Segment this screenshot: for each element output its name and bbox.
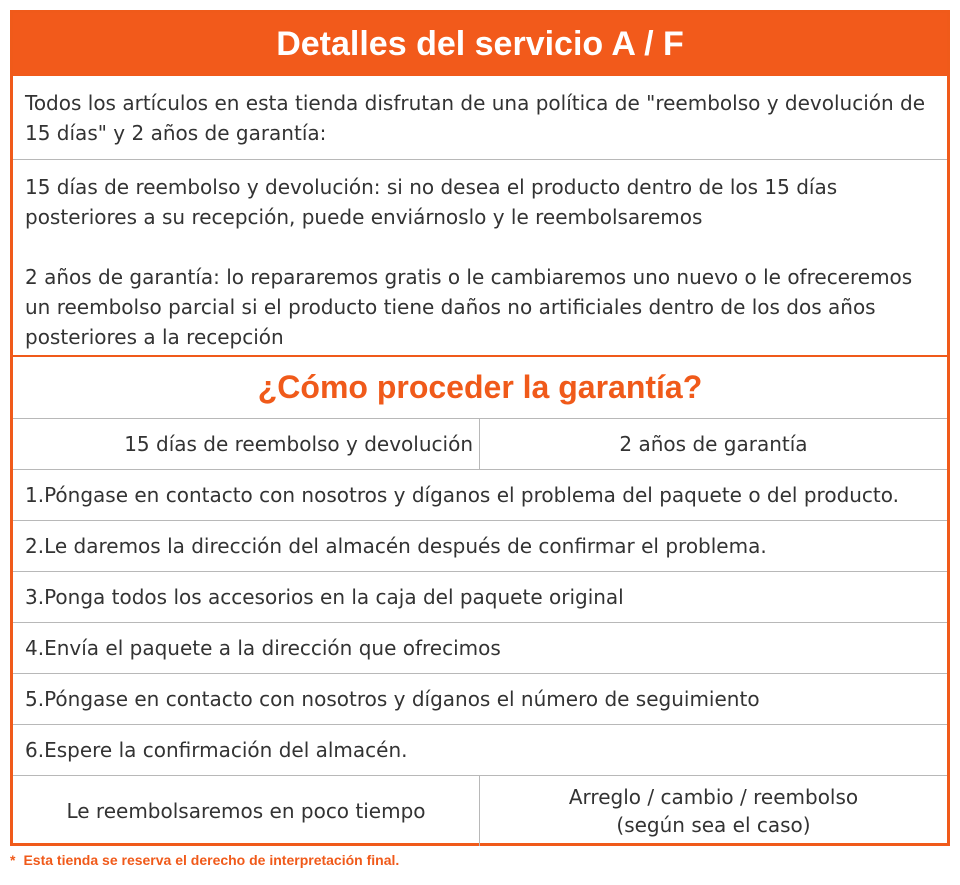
footnote-star: * (10, 852, 16, 868)
footnote (10, 852, 399, 868)
policies-section (13, 160, 947, 357)
procedure-column-headers (13, 419, 947, 470)
step-1: 1.Póngase en contacto con nosotros y díganos el problema del paquete o del producto. (13, 470, 947, 521)
page-title: Detalles del servicio A / F (13, 13, 947, 76)
outcome-warranty (480, 776, 947, 846)
step-2: 2.Le daremos la dirección del almacén después de confirmar el problema. (13, 521, 947, 572)
step-4: 4.Envía el paquete a la dirección que ofrecimos (13, 623, 947, 674)
procedure-title: ¿Cómo proceder la garantía? (13, 357, 947, 419)
step-5: 5.Póngase en contacto con nosotros y díganos el número de seguimiento (13, 674, 947, 725)
procedure-outcomes (13, 776, 947, 846)
step-6: 6.Espere la confirmación del almacén. (13, 725, 947, 776)
footnote-text: Esta tienda se reserva el derecho de interpretación final. (23, 852, 400, 868)
refund-policy-text: 15 días de reembolso y devolución: si no desea el producto dentro de los 15 días posteriores a su recepción, puede enviárnoslo y le reembolsaremos (25, 175, 838, 229)
column-header-warranty: 2 años de garantía (619, 432, 808, 456)
column-header-refund: 15 días de reembolso y devolución (13, 419, 480, 469)
intro-text: Todos los artículos en esta tienda disfrutan de una política de "reembolso y devolución de 15 días" y 2 años de garantía: (13, 76, 947, 160)
outcome-warranty-line2: (según sea el caso) (616, 813, 811, 837)
outcome-refund: Le reembolsaremos en poco tiempo (13, 776, 480, 846)
outcome-warranty-line1: Arreglo / cambio / reembolso (568, 785, 859, 809)
service-details-panel (10, 10, 950, 846)
step-3: 3.Ponga todos los accesorios en la caja del paquete original (13, 572, 947, 623)
warranty-policy-text: 2 años de garantía: lo repararemos gratis o le cambiaremos uno nuevo o le ofreceremos un reembolso parcial si el producto tiene daños no artificiales dentro de los dos años posteriores a la recepción (25, 265, 913, 349)
